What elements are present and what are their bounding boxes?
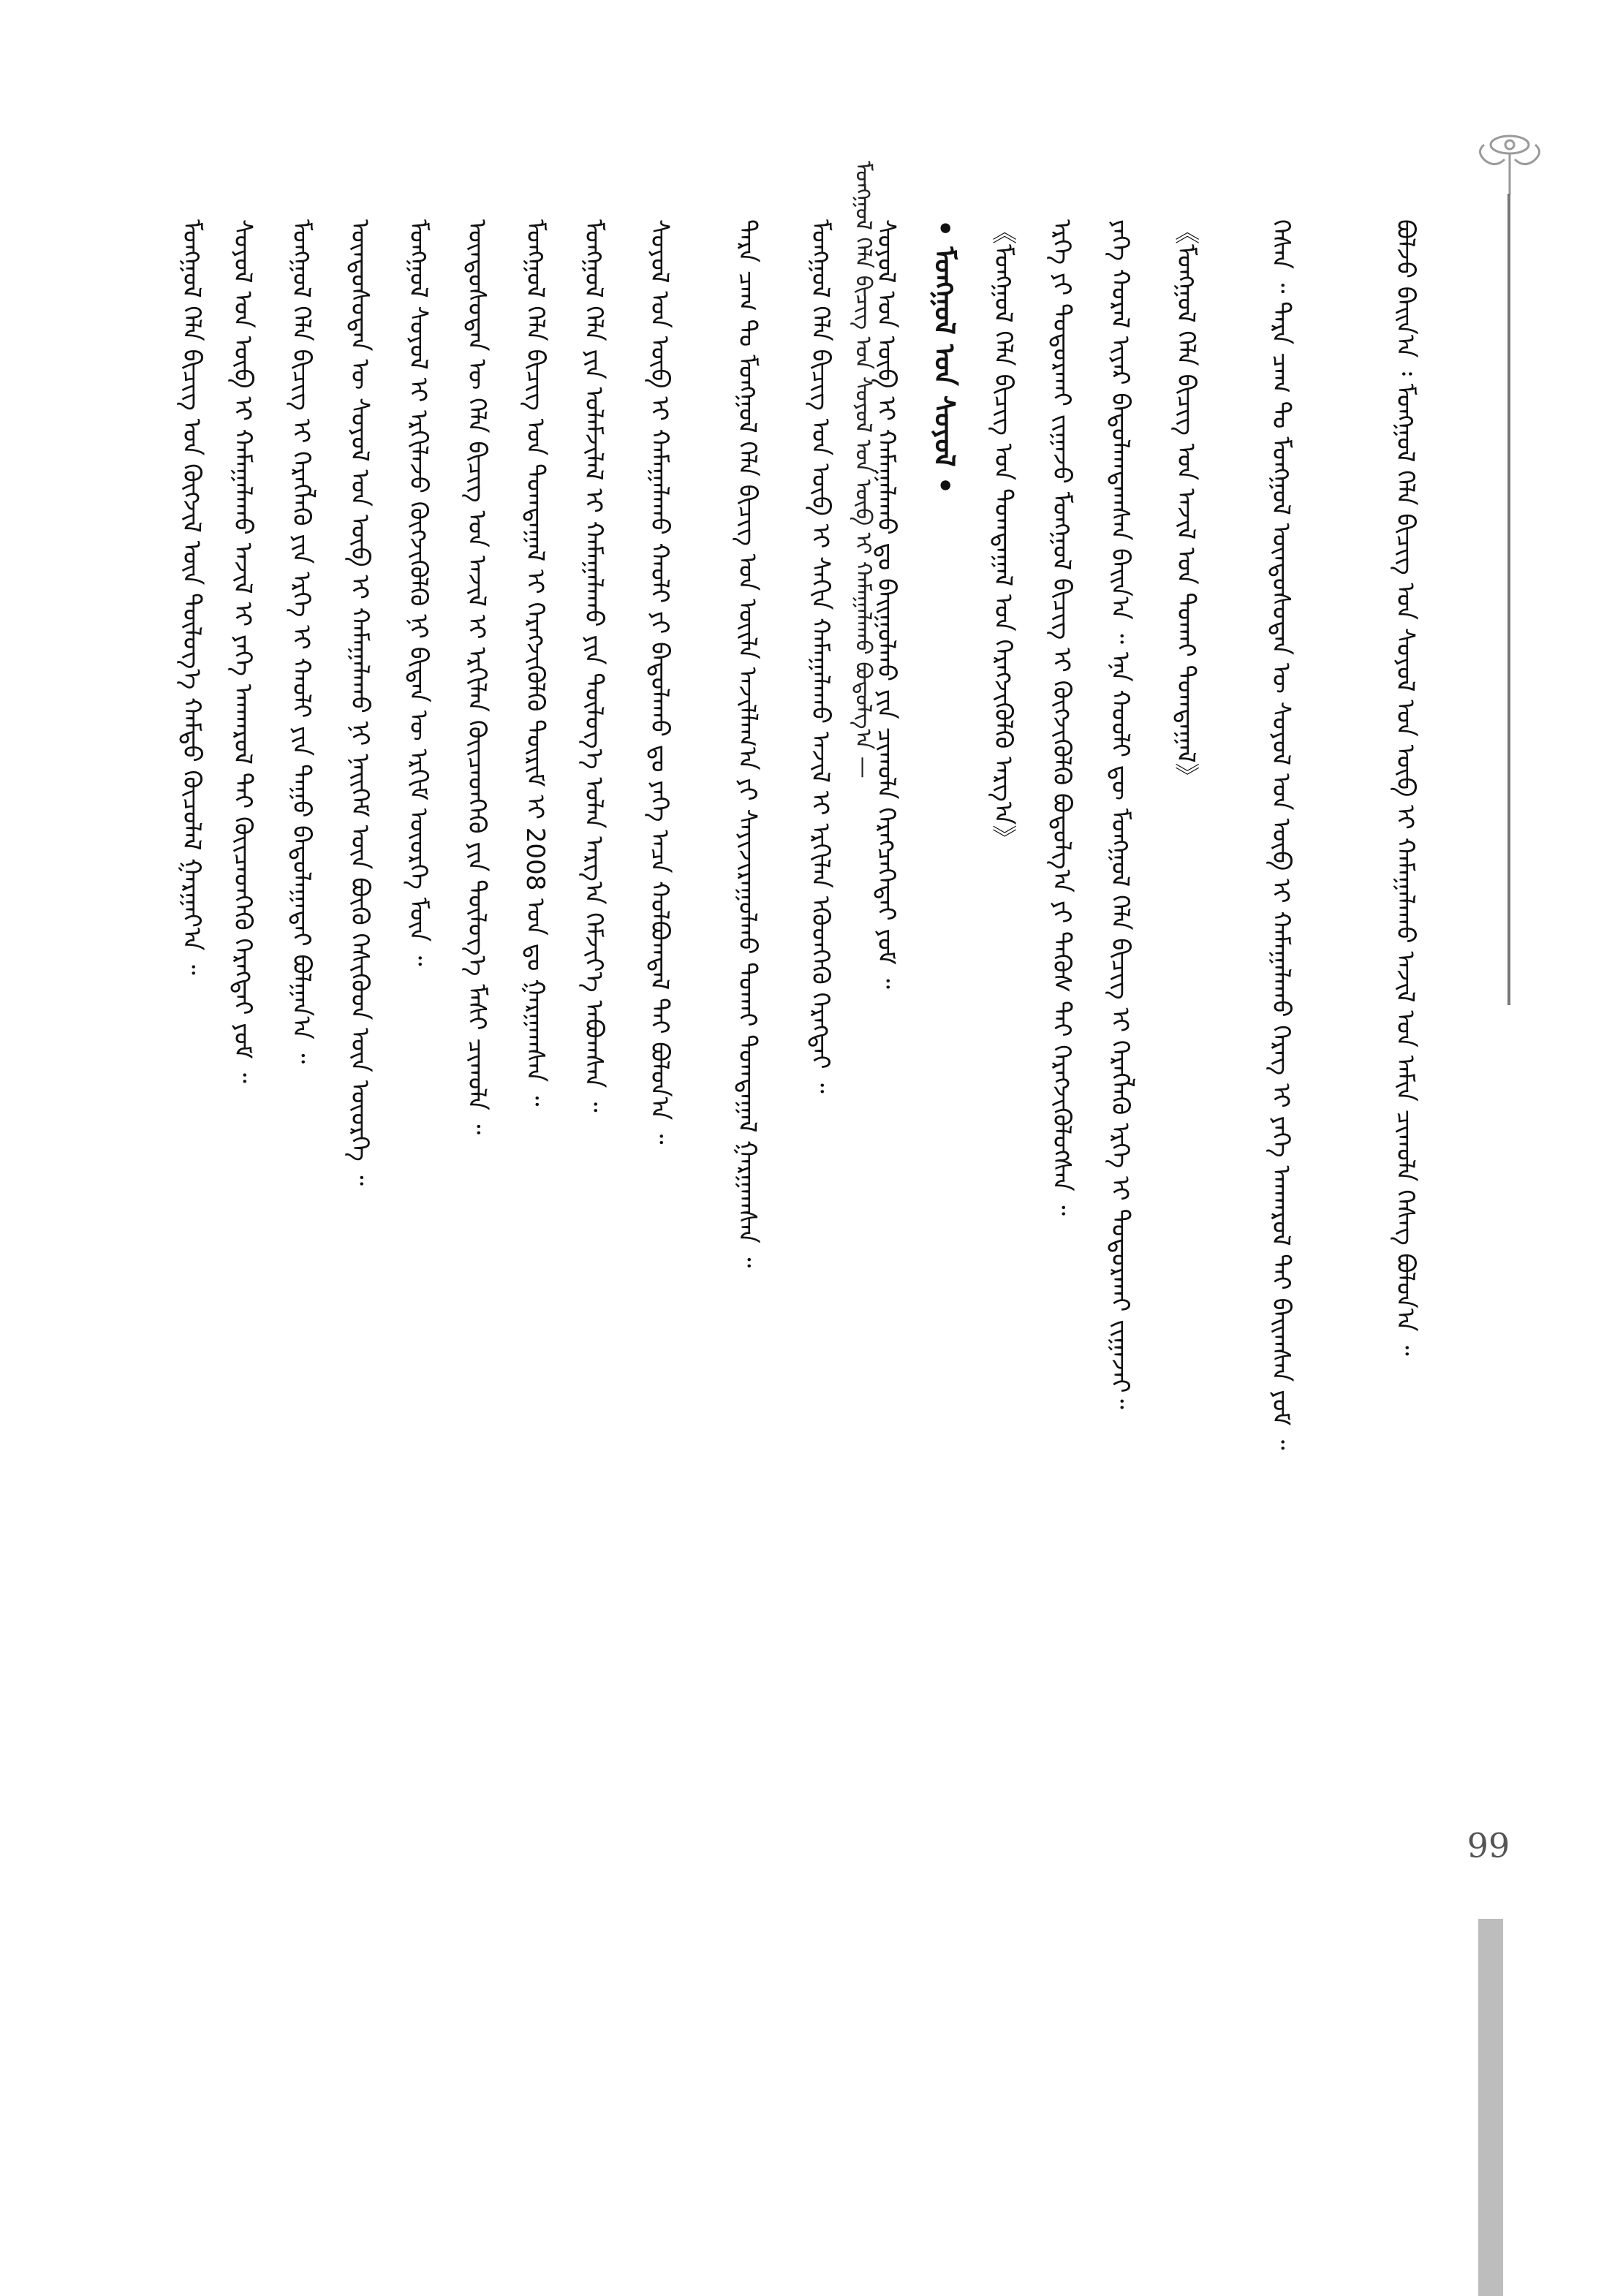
- body-line: ᠰᠣᠶᠣᠯ ᠤᠨ ᠥᠪ ᠢ ᠬᠠᠮᠠᠭᠠᠯᠠᠬᠤ ᠬᠠᠤᠯᠢ ᠶᠢ ᠪᠠᠲᠤᠯᠠᠬᠤ ᠳᠤ ᠶᠡᠬᠡ ᠠᠴᠠ ᠬᠣᠯᠪᠣᠭᠳᠠᠯ ᠲᠠᠢ ᠪᠣᠯᠤᠨ᠎ᠠ ᠃: [645, 219, 674, 1145]
- body-line: ᠰᠣᠶᠣᠯ ᠤᠨ ᠥᠪ ᠢ ᠬᠠᠮᠠᠭᠠᠯᠠᠬᠤ ᠳᠤ ᠪᠠᠢᠭᠤᠯᠬᠤ ᠶᠢᠨ ᠴᠢᠬᠤᠯᠠ ᠬᠡᠷᠡᠭᠴᠡᠭᠡᠲᠡᠢ ᠶᠤᠮ ᠃: [871, 219, 901, 989]
- body-line: ᠮᠣᠩᠭᠣᠯ ᠬᠡᠯᠡ ᠪᠢᠴᠢᠭ ᠤᠨ ᠬᠥᠭᠵᠢᠯ ᠦᠨ ᠲᠥᠯᠥᠭ᠎ᠡ ᠬᠠᠮᠲᠤ ᠬᠦᠴᠦᠯᠡᠯ ᠭᠠᠷᠭᠠᠶ᠎ᠠ ᠃: [177, 219, 206, 975]
- header-rule: [1507, 194, 1510, 1005]
- body-line: ᠰᠣᠶᠣᠯ ᠤᠨ ᠥᠪ ᠢ ᠬᠠᠮᠠᠭᠠᠯᠠᠬᠤ ᠠᠵᠢᠯ ᠢ ᠶᠡᠬᠡ ᠠᠨᠬᠠᠷᠤᠯ ᠲᠠᠢ ᠭᠦᠢᠴᠡᠳᠬᠡᠬᠦ ᠬᠡᠷᠡᠭᠲᠡᠢ ᠶᠤᠮ ᠃: [228, 219, 257, 1083]
- flourish-ornament-icon: [1469, 123, 1550, 196]
- quoted-title: 《ᠮᠣᠩᠭᠣᠯ ᠬᠡᠯᠡ ᠪᠢᠴᠢᠭ ᠤᠨ ᠲᠣᠭᠲᠠᠭᠠᠯ ᠤᠨ ᠬᠡᠷᠡᠭᠵᠢᠭᠦᠯᠬᠦ ᠠᠷᠭ᠎ᠠ》: [988, 219, 1018, 850]
- body-line: ᠪᠣᠯᠵᠤ ᠪᠠᠢᠨ᠎ᠠ ᠄ ᠮᠣᠩᠭᠣᠯ ᠬᠡᠯᠡ ᠪᠢᠴᠢᠭ ᠤᠨ ᠰᠣᠶᠣᠯ ᠤᠨ ᠥᠪ ᠢ ᠬᠠᠮᠠᠭᠠᠯᠠᠬᠤ ᠠᠵᠢᠯ ᠤᠨ ᠠᠮᠢᠨ ᠴᠢᠬᠤᠯᠠ ᠬᠡᠰᠡᠭ ᠪᠣᠯᠤᠨ᠎ᠠ ᠃: [1391, 219, 1420, 1356]
- quoted-title: 《ᠮᠣᠩᠭᠣᠯ ᠬᠡᠯᠡ ᠪᠢᠴᠢᠭ ᠤᠨ ᠠᠵᠢᠯ ᠤᠨ ᠲᠤᠬᠠᠢ ᠲᠣᠭᠲᠠᠭᠠᠯ》: [1171, 219, 1200, 788]
- page-number: 66: [1467, 1825, 1510, 1864]
- running-header: ᠮᠣᠩᠭᠣᠯ ᠬᠡᠯᠡ ᠪᠢᠴᠢᠭ ᠤᠨ ᠰᠣᠶᠣᠯ ᠤᠨ ᠥᠪ ᠢ ᠬᠠᠮᠠᠭᠠᠯᠠᠬᠤ ᠪᠣᠳᠣᠯᠭ᠎ᠠ —: [850, 161, 876, 778]
- body-line: ᠭᠡᠰᠡᠨ ᠃ ᠲᠡᠷᠡ ᠴᠠᠭ ᠲᠤ ᠮᠣᠩᠭᠣᠯ ᠦᠨᠳᠦᠰᠦᠲᠡᠨ ᠦ ᠰᠣᠶᠣᠯ ᠤᠨ ᠥᠪ ᠢ ᠬᠠᠮᠠᠭᠠᠯᠠᠬᠤ ᠬᠡᠷᠡᠭ ᠢ ᠶᠡᠬᠡ ᠠᠨᠬᠠᠷᠤᠯ ᠲᠠᠢ ᠪᠠᠢᠭᠰᠠᠨ ᠶᠤᠮ ᠃: [1266, 219, 1295, 1450]
- body-line: ᠮᠣᠩᠭᠣᠯ ᠬᠡᠯᠡ ᠪᠢᠴᠢᠭ ᠤᠨ ᠲᠣᠭᠲᠠᠭᠠᠯ ᠢ ᠬᠡᠷᠡᠭᠵᠢᠭᠦᠯᠬᠦ ᠳᠦᠷᠢᠮ ᠢ 2008 ᠣᠨ ᠳᠤ ᠭᠠᠷᠭᠠᠭᠰᠠᠨ ᠃: [521, 219, 550, 1107]
- body-line: ᠦᠨᠳᠦᠰᠦᠲᠡᠨ ᠦ ᠬᠡᠯᠡ ᠪᠢᠴᠢᠭ ᠤᠨ ᠠᠵᠢᠯ ᠢ ᠡᠷᠬᠢᠯᠡᠨ ᠭᠦᠢᠴᠡᠳᠬᠡᠬᠦ ᠶᠢᠨ ᠲᠥᠯᠥᠭ᠎ᠡ ᠮᠠᠰᠢ ᠴᠢᠬᠤᠯᠠ ᠃: [462, 219, 491, 1135]
- body-line: ᠮᠣᠩᠭᠣᠯ ᠰᠣᠶᠣᠯ ᠢ ᠡᠷᠬᠢᠯᠡᠵᠦ ᠬᠥᠭᠵᠢᠭᠦᠯᠬᠦ ᠨᠢ ᠪᠢᠳᠡᠨ ᠦ ᠡᠷᠬᠢᠮ ᠦᠦᠷᠭᠡ ᠮᠥᠨ ᠃: [404, 219, 433, 966]
- section-heading: • ᠮᠣᠩᠭᠣᠯ ᠤᠨ ᠰᠣᠶᠣᠯ •: [928, 219, 961, 495]
- body-line: ᠮᠣᠩᠭᠣᠯ ᠬᠡᠯᠡ ᠶᠢᠨ ᠤᠯᠠᠮᠵᠢᠯᠠᠯ ᠢ ᠬᠠᠮᠠᠭᠠᠯᠠᠬᠤ ᠶᠢᠨ ᠲᠥᠯᠥᠭ᠎ᠡ ᠣᠯᠠᠨ ᠠᠷᠭ᠎ᠠ ᠬᠡᠮᠵᠢᠶ᠎ᠡ ᠠᠪᠤᠭᠰᠠᠨ ᠃: [579, 219, 608, 1113]
- body-line: ᠲᠡᠷᠡ ᠴᠠᠭ ᠲᠤ ᠮᠣᠩᠭᠣᠯ ᠬᠡᠯᠡ ᠪᠢᠴᠢᠭ ᠤᠨ ᠦᠢᠯᠡ ᠠᠵᠢᠯᠯᠠᠭ᠎ᠠ ᠶᠢ ᠰᠠᠶᠢᠵᠢᠷᠠᠭᠤᠯᠬᠤ ᠲᠤᠬᠠᠢ ᠲᠣᠭᠲᠠᠭᠠᠯ ᠭᠠᠷᠭᠠᠭᠰᠠᠨ ᠃: [733, 219, 762, 1268]
- body-line: ᠦᠨᠳᠦᠰᠦᠲᠡᠨ ᠦ ᠰᠣᠶᠣᠯ ᠤᠨ ᠥᠪ ᠢ ᠬᠠᠮᠠᠭᠠᠯᠠᠬᠤ ᠨᠢ ᠨᠡᠢᠭᠡᠮ ᠦᠨ ᠪᠦᠬᠦ ᠭᠡᠰᠢᠭᠦᠳ ᠦᠨ ᠦᠦᠷᠭᠡ ᠃: [345, 219, 374, 1186]
- body-line: ᠮᠣᠩᠭᠣᠯ ᠬᠡᠯᠡ ᠪᠢᠴᠢᠭ ᠤᠨ ᠥᠪ ᠢ ᠰᠠᠬᠢᠨ ᠬᠠᠮᠠᠭᠠᠯᠠᠬᠤ ᠠᠵᠢᠯ ᠢ ᠡᠷᠬᠢᠯᠡᠨ ᠡᠭᠦᠳᠬᠡᠬᠦ ᠬᠡᠷᠡᠭᠲᠡᠢ ᠃: [806, 219, 835, 1094]
- side-tab: [1478, 1919, 1503, 2296]
- body-line: ᠶᠡᠬᠡ ᠬᠤᠷᠠᠯ ᠢᠶᠠᠷ ᠪᠠᠲᠤᠯᠠᠭᠳᠠᠭᠰᠠᠨ ᠪᠠᠢᠨ᠎ᠠ ᠃ ᠡᠨᠡ ᠬᠤᠤᠯᠢ ᠳᠦ ᠮᠣᠩᠭᠣᠯ ᠬᠡᠯᠡ ᠪᠢᠴᠢᠭ ᠢ ᠬᠡᠷᠡᠭᠯᠡᠬᠦ ᠡᠷᠬᠡ ᠢ ᠲᠣᠳᠣᠷᠬᠠᠢ ᠵᠢᠭᠠᠵᠠᠢ᠃: [1105, 219, 1135, 1409]
- body-line: ᠡᠷᠬᠡ ᠶᠢ ᠲᠣᠳᠣᠷᠬᠠᠢ ᠵᠢᠭᠠᠵᠤ ᠮᠣᠩᠭᠣᠯ ᠪᠢᠴᠢᠭ ᠢ ᠬᠥᠭᠵᠢᠭᠦᠯᠬᠦ ᠪᠣᠳᠣᠯᠭ᠎ᠠ ᠶᠢ ᠲᠡᠭᠦᠰ ᠲᠠᠢ ᠬᠡᠷᠡᠭᠵᠢᠭᠦᠯᠦᠭᠰᠡᠨ ᠃: [1047, 219, 1076, 1216]
- body-line: ᠮᠣᠩᠭᠣᠯ ᠬᠡᠯᠡ ᠪᠢᠴᠢᠭ ᠢ ᠬᠡᠷᠡᠭᠯᠡᠬᠦ ᠶᠢᠨ ᠡᠷᠬᠡ ᠢ ᠬᠠᠤᠯᠢ ᠶᠢᠨ ᠳᠠᠭᠤ ᠪᠠᠲᠤᠯᠠᠭᠠᠲᠠᠢ ᠪᠣᠯᠭᠠᠨ᠎ᠠ ᠃: [287, 219, 316, 1064]
